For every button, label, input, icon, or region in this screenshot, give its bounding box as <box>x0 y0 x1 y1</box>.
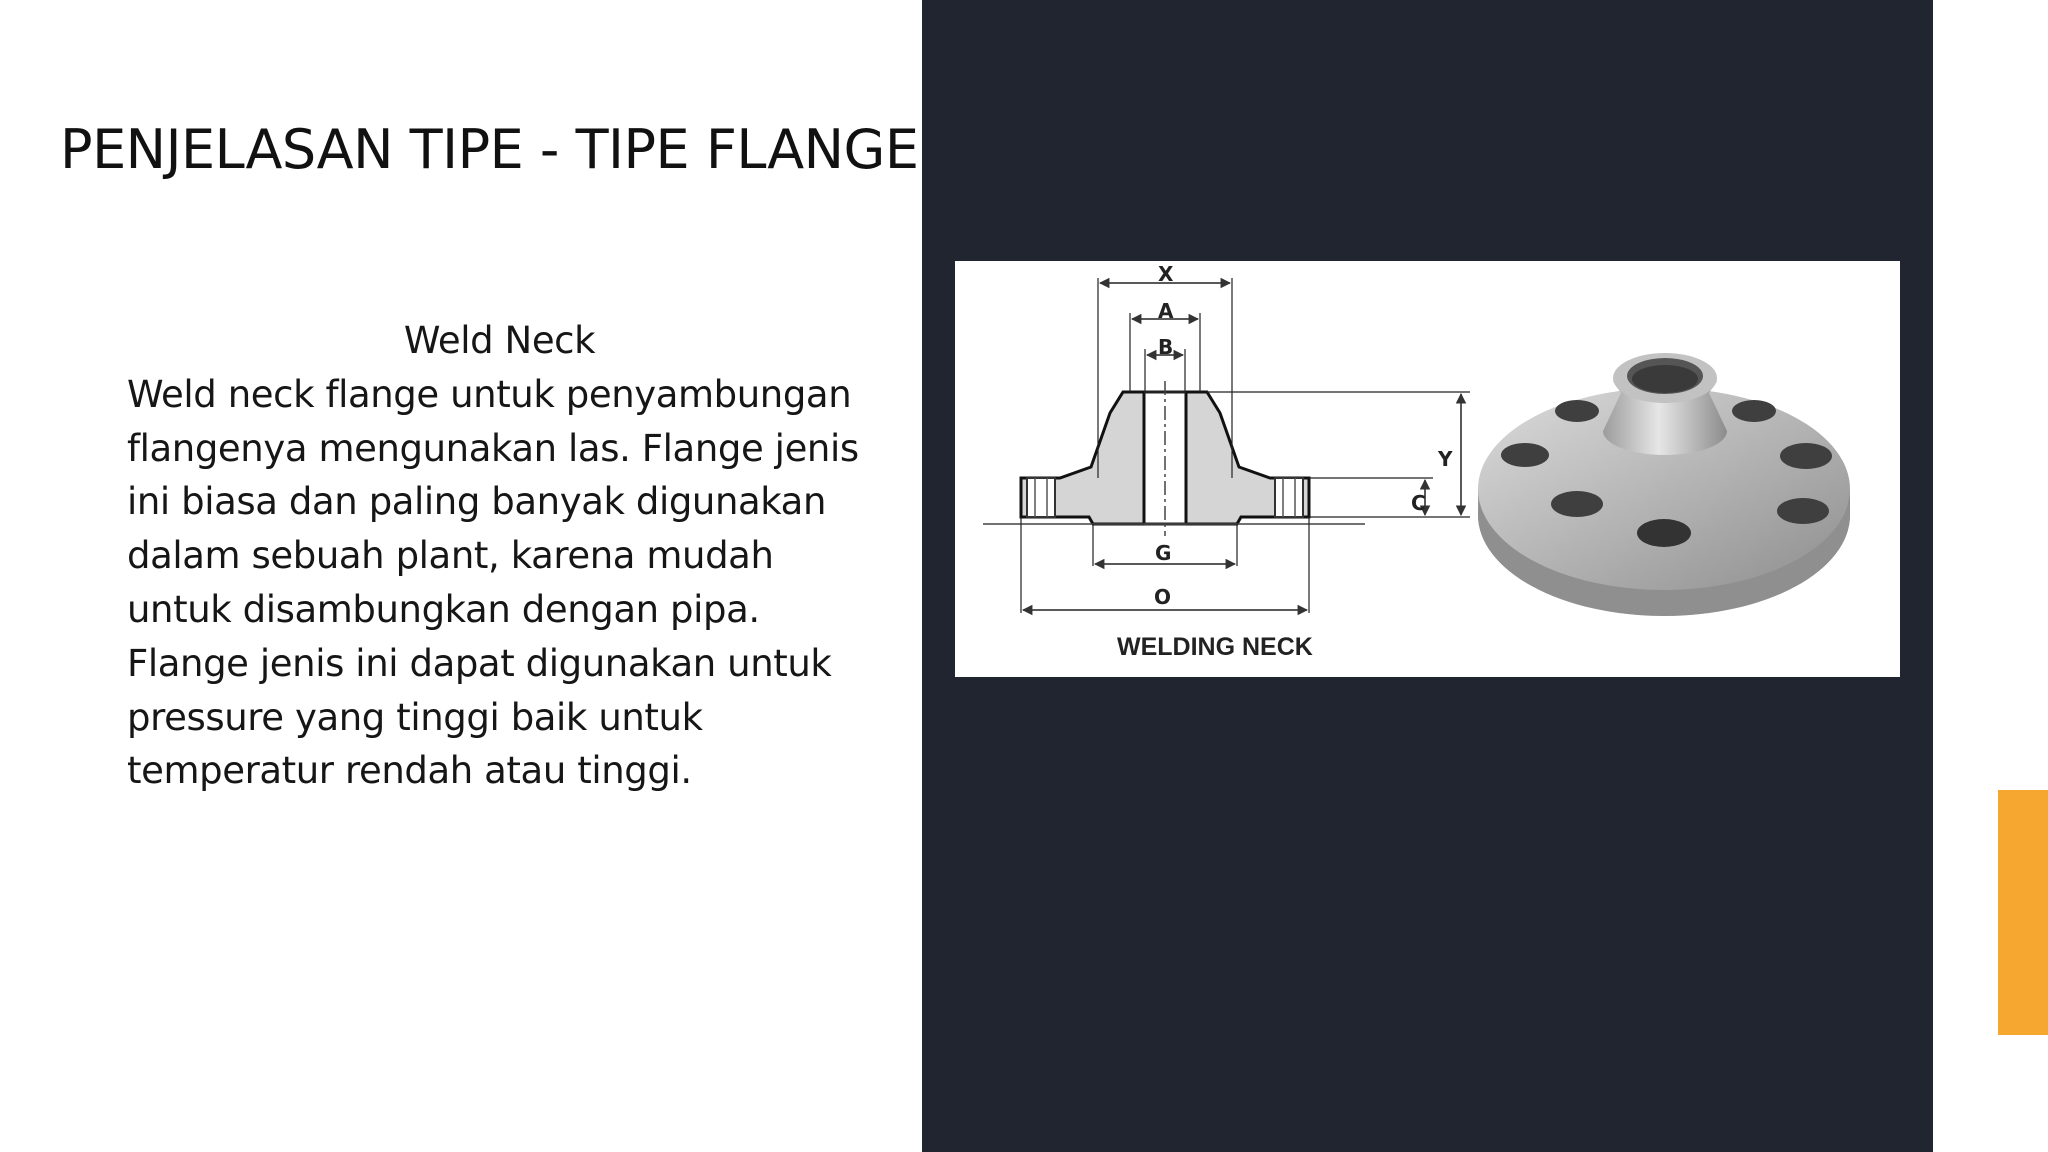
dimension-label-a: A <box>1158 299 1174 323</box>
paragraph-line: Flange jenis ini dapat digunakan untuk <box>127 641 832 685</box>
paragraph-line: ini biasa dan paling banyak digunakan <box>127 480 827 524</box>
dimension-label-x: X <box>1158 262 1174 286</box>
figure-caption: WELDING NECK <box>1117 633 1313 661</box>
subheading: Weld Neck <box>403 319 596 362</box>
paragraph-line: dalam sebuah plant, karena mudah <box>127 534 774 578</box>
dimension-label-g: G <box>1155 541 1172 565</box>
slide-title: PENJELASAN TIPE - TIPE FLANGE <box>60 118 919 181</box>
flange-3d-photo <box>1478 353 1850 616</box>
paragraph-line: flangenya mengunakan las. Flange jenis <box>127 426 859 470</box>
accent-bar <box>1998 790 2048 1035</box>
paragraph-line: untuk disambungkan dengan pipa. <box>127 587 760 631</box>
dimension-label-y: Y <box>1438 447 1453 471</box>
dimension-label-o: O <box>1154 585 1172 609</box>
paragraph-line: temperatur rendah atau tinggi. <box>127 749 692 793</box>
dimension-label-b: B <box>1158 335 1174 359</box>
dimension-label-c: C <box>1411 491 1426 515</box>
weld-neck-flange-image <box>955 261 1900 677</box>
paragraph-line: Weld neck flange untuk penyambungan <box>127 372 852 416</box>
body-text <box>127 314 887 798</box>
paragraph-line: pressure yang tinggi baik untuk <box>127 695 703 739</box>
flange-section-drawing <box>983 278 1470 613</box>
